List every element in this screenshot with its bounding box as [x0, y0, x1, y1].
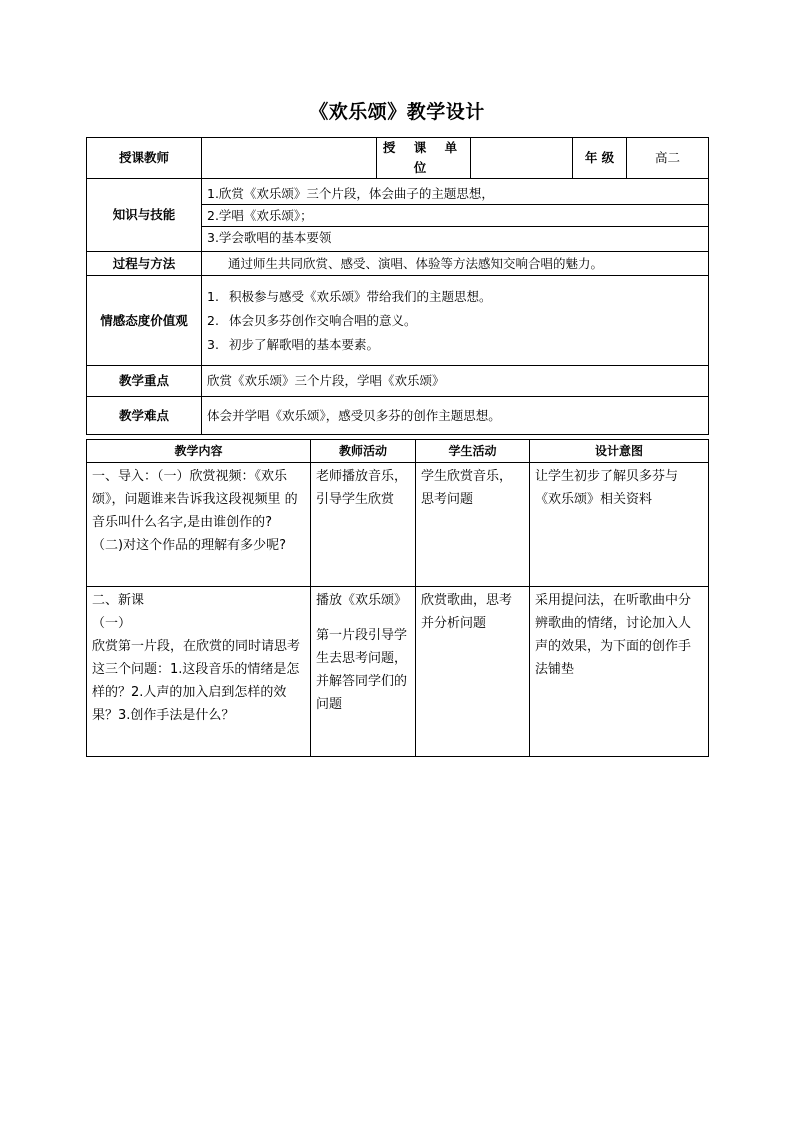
key-label: 教学重点: [87, 366, 202, 397]
teacher-value: [202, 138, 377, 179]
emotion-item: 2. 体会贝多芬创作交响合唱的意义。: [207, 312, 417, 328]
grade-label: 年 级: [573, 138, 627, 179]
row1-student: 学生欣赏音乐，思考问题: [416, 463, 530, 587]
row1-teacher: 老师播放音乐，引导学生欣赏: [311, 463, 416, 587]
teacher-label: 授课教师: [87, 138, 202, 179]
knowledge-cell: [202, 179, 709, 252]
knowledge-label: 知识与技能: [87, 179, 202, 252]
knowledge-item: 1.欣赏《欢乐颂》三个片段，体会曲子的主题思想，: [202, 183, 708, 205]
process-text: 通过师生共同欣赏、感受、演唱、体验等方法感知交响合唱的魅力。: [202, 252, 709, 276]
header-intent: 设计意图: [530, 440, 709, 463]
knowledge-item: 2.学唱《欢乐颂》；: [202, 205, 708, 227]
emotion-label: 情感态度价值观: [87, 276, 202, 366]
row2-teacher: 播放《欢乐颂》 第一片段引导学生去思考问题，并解答同学们的问题: [311, 587, 416, 757]
key-text: 欣赏《欢乐颂》三个片段，学唱《欢乐颂》: [202, 366, 709, 397]
lesson-plan-table: [86, 439, 709, 757]
knowledge-item: 3.学会歌唱的基本要领: [207, 229, 332, 245]
emotion-cell: [202, 276, 709, 366]
header-content: 教学内容: [87, 440, 311, 463]
header-student: 学生活动: [416, 440, 530, 463]
emotion-item: 3. 初步了解歌唱的基本要素。: [207, 336, 380, 352]
unit-label: 授 课 单 位: [377, 138, 471, 179]
lesson-info-table: [86, 137, 709, 435]
page-title: 《欢乐颂》教学设计: [309, 101, 485, 123]
row2-student: 欣赏歌曲，思考并分析问题: [416, 587, 530, 757]
process-label: 过程与方法: [87, 252, 202, 276]
row2-intent: 采用提问法，在听歌曲中分辨歌曲的情绪，讨论加入人声的效果，为下面的创作手法铺垫: [530, 587, 709, 757]
unit-value: [471, 138, 573, 179]
row1-intent: 让学生初步了解贝多芬与《欢乐颂》相关资料: [530, 463, 709, 587]
difficulty-text: 体会并学唱《欢乐颂》，感受贝多芬的创作主题思想。: [202, 397, 709, 435]
emotion-item: 1. 积极参与感受《欢乐颂》带给我们的主题思想。: [207, 288, 492, 304]
grade-value: 高二: [627, 138, 709, 179]
row2-content: 二、新课 （一） 欣赏第一片段，在欣赏的同时请思考这三个问题：1.这段音乐的情绪是怎样的？2.人声的加入启到怎样的效果？3.创作手法是什么？: [87, 587, 311, 757]
row1-content: 一、导入：（一）欣赏视频：《欢乐颂》，问题谁来告诉我这段视频里 的音乐叫什么名字,是由谁创作的? （二)对这个作品的理解有多少呢?: [87, 463, 311, 587]
header-teacher: 教师活动: [311, 440, 416, 463]
difficulty-label: 教学难点: [87, 397, 202, 435]
